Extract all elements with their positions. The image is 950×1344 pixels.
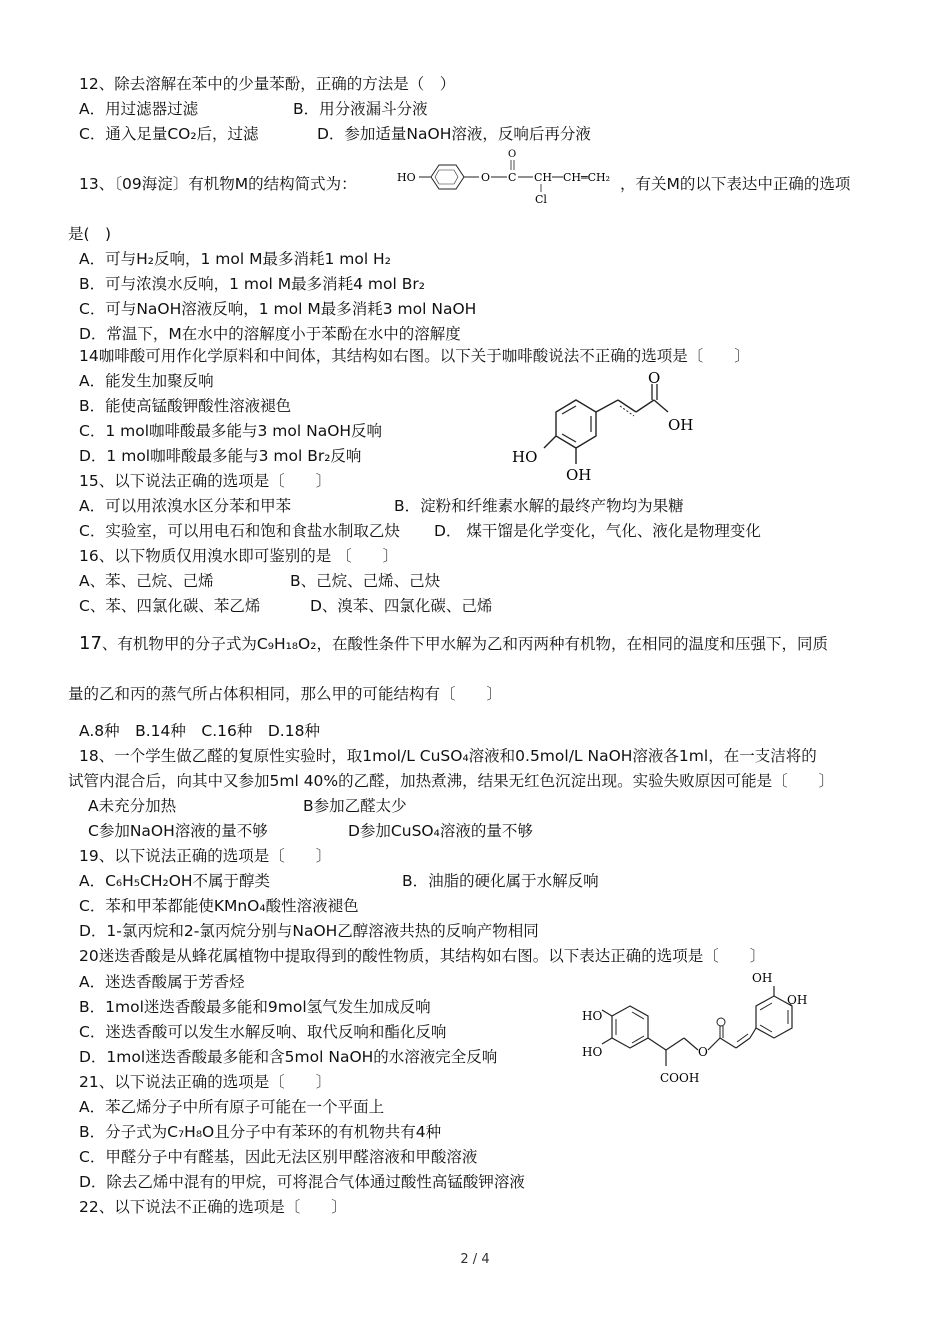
q20-stem: 20迷迭香酸是从蜂花属植物中提取得到的酸性物质，其结构如右图。以下表达正确的选项是〔 〕 [79,947,766,965]
q17-options: A.8种 B.14种 C.16种 D.18种 [79,722,320,740]
q14-oh2-label: OH [566,466,592,484]
q20-rosmarinic-acid-structure [580,966,810,1090]
q20-option-b: B．1mol迷迭香酸最多能和9mol氢气发生加成反响 [79,998,431,1016]
q13-stem-tail: 是( ) [68,225,112,243]
q19-option-c: C．苯和甲苯都能使KMnO₄酸性溶液褪色 [79,897,359,915]
q12-stem: 12、除去溶解在苯中的少量苯酚，正确的方法是（ ） [79,75,456,93]
q12-option-a: A．用过滤器过滤 [79,100,199,118]
q21-stem: 21、以下说法正确的选项是〔 〕 [79,1073,332,1091]
q13-structure [395,146,620,206]
q20-option-a: A．迷迭香酸属于芳香烃 [79,973,245,991]
q14-option-d: D．1 mol咖啡酸最多能与3 mol Br₂反响 [79,447,362,465]
q21-option-b: B．分子式为C₇H₈O且分子中有苯环的有机物共有4种 [79,1123,442,1141]
q15-option-a: A．可以用浓溴水区分苯和甲苯 [79,497,292,515]
q19-stem: 19、以下说法正确的选项是〔 〕 [79,847,332,865]
q15-stem: 15、以下说法正确的选项是〔 〕 [79,472,332,490]
q14-ho-label: HO [512,448,538,466]
q20-option-c: C．迷迭香酸可以发生水解反响、取代反响和酯化反响 [79,1023,447,1041]
q22-stem: 22、以下说法不正确的选项是〔 〕 [79,1198,347,1216]
q21-option-d: D．除去乙烯中混有的甲烷，可将混合气体通过酸性高锰酸钾溶液 [79,1173,525,1191]
q20-ho1-label: HO [582,1009,603,1023]
q13-chain-label: CH═CH₂ [563,171,611,184]
q16-option-a: A、苯、己烷、己烯 [79,572,214,590]
q14-o-label: O [648,372,661,387]
q12-option-c: C．通入足量CO₂后，过滤 [79,125,259,143]
q13-ho-label: HO [397,171,416,184]
q20-oh2-label: OH [787,993,808,1007]
q13-stem-pre: 13、〔09海淀〕有机物M的结构简式为： [79,175,357,193]
q21-option-a: A．苯乙烯分子中所有原子可能在一个平面上 [79,1098,385,1116]
q16-option-d: D、溴苯、四氯化碳、己烯 [310,597,493,615]
q18-option-a: A未充分加热 [88,797,177,815]
q13-stem-post: ，有关M的以下表达中正确的选项 [620,175,851,193]
q13-c-label: C [508,171,517,184]
q12-option-d: D．参加适量NaOH溶液，反响后再分液 [317,125,591,143]
q18-option-b: B参加乙醛太少 [303,797,407,815]
q16-stem: 16、以下物质仅用溴水即可鉴别的是 〔 〕 [79,547,399,565]
q13-ch-label: CH [534,171,553,184]
q14-oh-label: OH [668,416,694,434]
q20-option-d: D．1mol迷迭香酸最多能和含5mol NaOH的水溶液完全反响 [79,1048,498,1066]
q14-option-c: C．1 mol咖啡酸最多能与3 mol NaOH反响 [79,422,383,440]
q13-option-c: C．可与NaOH溶液反响，1 mol M最多消耗3 mol NaOH [79,300,477,318]
q19-option-a: A．C₆H₅CH₂OH不属于醇类 [79,872,271,890]
q14-stem: 14咖啡酸可用作化学原料和中间体，其结构如右图。以下关于咖啡酸说法不正确的选项是〔 〕 [79,347,750,365]
q17-stem-text: 、有机物甲的分子式为C₉H₁₈O₂，在酸性条件下甲水解为乙和丙两种有机物，在相同的温度和压强下，同质 [101,635,828,653]
q15-option-d: D． 煤干馏是化学变化，气化、液化是物理变化 [434,522,761,540]
page-number: 2 / 4 [460,1252,490,1267]
q17-stem-line2: 量的乙和丙的蒸气所占体积相同，那么甲的可能结构有〔 〕 [68,685,503,703]
q20-ester-o-label: O [698,1045,708,1059]
q20-cooh-label: COOH [660,1071,700,1085]
q20-oh1-label: OH [752,971,773,985]
q14-caffeic-acid-structure [508,372,728,490]
q16-option-b: B、己烷、己烯、己炔 [290,572,441,590]
q13-carbonyl-o-label: O [508,149,517,160]
q17-number: 17 [79,633,102,654]
q14-option-a: A．能发生加聚反响 [79,372,214,390]
q15-option-b: B．淀粉和纤维素水解的最终产物均为果糖 [394,497,684,515]
q13-option-d: D．常温下，M在水中的溶解度小于苯酚在水中的溶解度 [79,325,461,343]
q13-option-a: A．可与H₂反响，1 mol M最多消耗1 mol H₂ [79,250,391,268]
q14-option-b: B．能使高锰酸钾酸性溶液褪色 [79,397,292,415]
q13-o-label: O [481,171,491,184]
q18-stem-line2: 试管内混合后，向其中又参加5ml 40%的乙醛，加热煮沸，结果无红色沉淀出现。实验失败原因可能是〔 〕 [68,772,835,790]
q13-option-b: B．可与浓溴水反响，1 mol M最多消耗4 mol Br₂ [79,275,425,293]
q12-option-b: B．用分液漏斗分液 [293,100,428,118]
q15-option-c: C．实验室，可以用电石和饱和食盐水制取乙炔 [79,522,400,540]
q13-cl-label: Cl [535,193,547,206]
q18-option-d: D参加CuSO₄溶液的量不够 [348,822,533,840]
q18-stem-line1: 18、一个学生做乙醛的复原性实验时，取1mol/L CuSO₄溶液和0.5mol/L NaOH溶液各1ml，在一支洁将的 [79,747,817,765]
q19-option-d: D．1-氯丙烷和2-氯丙烷分别与NaOH乙醇溶液共热的反响产物相同 [79,922,539,940]
q19-option-b: B．油脂的硬化属于水解反响 [402,872,599,890]
q18-option-c: C参加NaOH溶液的量不够 [88,822,268,840]
q20-ho2-label: HO [582,1045,603,1059]
q16-option-c: C、苯、四氯化碳、苯乙烯 [79,597,261,615]
q17-stem-line1 [79,634,828,654]
q21-option-c: C．甲醛分子中有醛基，因此无法区别甲醛溶液和甲酸溶液 [79,1148,478,1166]
